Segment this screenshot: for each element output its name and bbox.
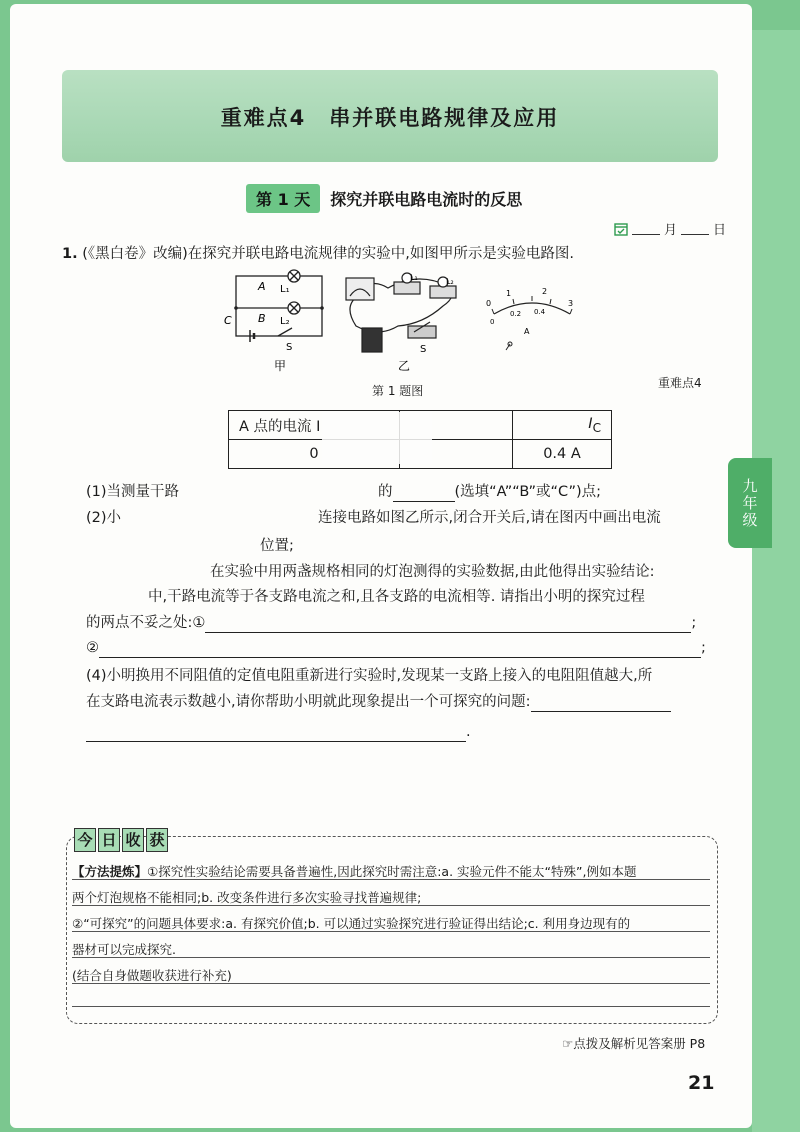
q4-line1: (4)小明换用不同阻值的定值电阻重新进行实验时,发现某一支路上接入的电阻阻值越大,所 (86, 668, 653, 684)
problem-intro (62, 244, 574, 264)
harvest-char-1: 今 (74, 828, 96, 852)
corner-label: 重难点4 (658, 376, 702, 390)
q2-line2: 位置; (260, 538, 294, 554)
day-header (246, 184, 522, 213)
question-1 (86, 482, 179, 502)
label-l2: L₂ (280, 316, 290, 327)
q4-answer-blank-2[interactable] (86, 725, 466, 742)
harvest-line-3: ②“可探究”的问题具体要求:a. 有探究价值;b. 可以通过实验探究进行验证得出结论;c. 利用身边现有的 (72, 916, 631, 931)
table-header-a: A 点的电流 I (229, 411, 400, 440)
q1-answer-blank[interactable] (393, 485, 455, 502)
figure-jia-name: 甲 (274, 359, 287, 373)
q1-tail: 的 (378, 484, 393, 500)
ruled-line (72, 931, 710, 932)
ruled-line (72, 905, 710, 906)
q3-line1: 在实验中用两盏规格相同的灯泡测得的实验数据,由此他得出实验结论: (210, 564, 655, 580)
day-blank[interactable] (681, 222, 709, 235)
q3-line4 (86, 638, 706, 658)
month-blank[interactable] (632, 222, 660, 235)
yi-label-l2: L₂ (446, 277, 454, 286)
dial-sub-0: 0 (490, 318, 495, 326)
ruled-line[interactable] (72, 983, 710, 984)
ruled-line (72, 879, 710, 880)
q3-answer-2-blank[interactable] (99, 641, 701, 658)
q3-answer-1-blank[interactable] (205, 616, 691, 633)
figure-yi-name: 乙 (398, 359, 411, 373)
q4-answer-blank-1[interactable] (531, 695, 671, 712)
answer-reference: ☞点拨及解析见答案册 P8 (562, 1036, 706, 1051)
day-label: 日 (713, 223, 727, 238)
q4-period: . (466, 724, 471, 740)
dial-unit: A (524, 327, 530, 336)
harvest-title (74, 828, 168, 852)
question-1-tail (378, 482, 601, 502)
table-header-c-sub: C (592, 420, 601, 435)
q1-choice: (选填“A”“B”或“C”)点; (454, 484, 602, 500)
table-header-c-symbol: I (588, 415, 593, 432)
page-number: 21 (688, 1072, 715, 1094)
q3-semicolon-1: ; (691, 615, 697, 631)
q3-line2: 中,干路电流等于各支路电流之和,且各支路的电流相等. 请指出小明的探究过程 (148, 589, 645, 605)
dial-tick-0: 0 (486, 299, 492, 308)
label-a: A (258, 280, 266, 293)
circuit-setup-yi (338, 266, 468, 376)
dial-sub-04: 0.4 (534, 308, 546, 316)
problem-number: 1. (62, 246, 78, 262)
dial-tick-1: 1 (506, 289, 512, 298)
q3-line3 (86, 613, 696, 633)
table-value-a: 0 (229, 440, 400, 469)
calendar-icon (614, 222, 628, 236)
q4-line2 (86, 692, 671, 712)
yi-label-s: S (420, 344, 427, 355)
q1-start: (1)当测量干路 (86, 484, 180, 500)
ammeter-dial (484, 284, 580, 356)
q2-tail: 连接电路如图乙所示,闭合开关后,请在图丙中画出电流 (318, 510, 661, 526)
harvest-line-4: 器材可以完成探究. (72, 942, 176, 957)
figure-caption: 第 1 题图 (372, 384, 424, 398)
q2-start: (2)小 (86, 510, 122, 526)
label-b: B (258, 312, 266, 325)
date-field (614, 219, 726, 238)
month-label: 月 (664, 223, 678, 238)
q3-line3-text: 的两点不妥之处:① (86, 615, 206, 631)
dial-tick-3: 3 (568, 299, 574, 308)
faded-scan-area (322, 412, 432, 464)
harvest-line-1 (72, 862, 636, 880)
label-c: C (224, 314, 232, 327)
harvest-line-2: 两个灯泡规格不能相同;b. 改变条件进行多次实验寻找普遍规律; (72, 890, 422, 905)
ruled-line (72, 957, 710, 958)
ruled-line[interactable] (72, 1006, 710, 1007)
q4-line3 (86, 722, 471, 742)
harvest-line-5: (结合自身做题收获进行补充) (72, 968, 232, 983)
dial-sub-02: 0.2 (510, 310, 522, 318)
q4-line2-text: 在支路电流表示数越小,请你帮助小明就此现象提出一个可探究的问题: (86, 694, 531, 710)
label-s: S (286, 342, 293, 353)
harvest-char-2: 日 (98, 828, 120, 852)
table-header-c (513, 411, 612, 440)
problem-intro-text: (《黑白卷》改编)在探究并联电路电流规律的实验中,如图甲所示是实验电路图. (82, 246, 574, 262)
harvest-char-4: 获 (146, 828, 168, 852)
yi-label-l1: L₁ (410, 273, 418, 282)
label-l1: L₁ (280, 284, 290, 295)
method-label: 【方法提炼】 (72, 864, 148, 879)
harvest-char-3: 收 (122, 828, 144, 852)
day-badge: 第 1 天 (246, 184, 320, 213)
table-value-c: 0.4 A (513, 440, 612, 469)
q3-mark-2: ② (86, 640, 99, 656)
dial-tick-2: 2 (542, 287, 548, 296)
page-title: 重难点4 串并联电路规律及应用 (220, 106, 560, 130)
q3-semicolon-2: ; (701, 640, 706, 656)
circuit-diagram-jia (222, 266, 334, 376)
page-edge (752, 30, 800, 1132)
harvest-text-1: ①探究性实验结论需要具备普遍性,因此探究时需注意:a. 实验元件不能太“特殊”,例如本题 (147, 864, 637, 879)
day-topic: 探究并联电路电流时的反思 (330, 190, 523, 209)
grade-tab[interactable]: 九年级 (728, 458, 772, 548)
